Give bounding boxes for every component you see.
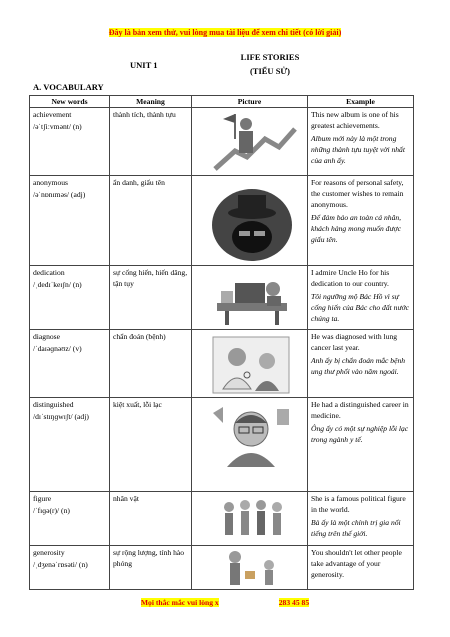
word: diagnose xyxy=(33,332,60,341)
word: achievement xyxy=(33,110,72,119)
example-vi: Album mới này là một trong những thành tựu tuyệt vời nhất của anh ấy. xyxy=(311,134,405,165)
dedication-illustration xyxy=(195,267,305,329)
example-en: I admire Uncle Ho for his dedication to our country. xyxy=(311,268,390,288)
word-cell xyxy=(30,492,110,546)
example-vi: Anh ấy bị chẩn đoán mắc bệnh ung thư phổi vào năm ngoái. xyxy=(311,356,406,376)
example-vi: Để đảm bảo an toàn cá nhân, khách hàng mong muốn được giấu tên. xyxy=(311,213,402,244)
word-cell xyxy=(30,398,110,492)
footer-left: Mọi thắc mắc vui lòng x xyxy=(140,598,219,607)
example-en: This new album is one of his greatest achievements. xyxy=(311,110,399,130)
example-cell xyxy=(308,546,414,590)
word: dedication xyxy=(33,268,65,277)
table-row xyxy=(30,108,414,176)
ipa: /ˌdʒenəˈrɒsəti/ (n) xyxy=(33,560,88,569)
picture-cell xyxy=(192,176,308,266)
header-picture: Picture xyxy=(192,96,308,108)
picture-cell xyxy=(192,492,308,546)
table-row xyxy=(30,492,414,546)
example-cell xyxy=(308,398,414,492)
picture-cell xyxy=(192,108,308,176)
meaning-cell: sự rộng lượng, tính hào phóng xyxy=(110,546,192,590)
ipa: /ˌdedɪˈkeɪʃn/ (n) xyxy=(33,280,82,289)
anonymous-illustration xyxy=(195,177,305,265)
example-en: For reasons of personal safety, the customer wishes to remain anonymous. xyxy=(311,178,404,209)
ipa: /əˈtʃiːvmənt/ (n) xyxy=(33,122,82,131)
table-row xyxy=(30,398,414,492)
diagnose-illustration xyxy=(195,331,305,397)
example-en: She is a famous political figure in the world. xyxy=(311,494,406,514)
word: anonymous xyxy=(33,178,69,187)
example-en: He had a distinguished career in medicine. xyxy=(311,400,409,420)
example-cell xyxy=(308,266,414,330)
word: figure xyxy=(33,494,52,503)
figure-illustration xyxy=(195,493,305,545)
footer-right: 283 45 85 xyxy=(278,598,310,607)
subtitle-text: (TIỂU SỬ) xyxy=(249,66,291,76)
meaning-cell: thành tích, thành tựu xyxy=(110,108,192,176)
example-cell xyxy=(308,108,414,176)
vocabulary-table xyxy=(29,95,414,590)
section-heading: A. VOCABULARY xyxy=(33,82,104,92)
example-cell xyxy=(308,176,414,266)
picture-cell xyxy=(192,266,308,330)
word-cell xyxy=(30,176,110,266)
example-vi: Ông ấy có một sự nghiệp lỗi lạc trong ngành y tế. xyxy=(311,424,409,444)
picture-cell xyxy=(192,398,308,492)
header-example: Example xyxy=(308,96,414,108)
word-cell xyxy=(30,546,110,590)
example-en: He was diagnosed with lung cancer last year. xyxy=(311,332,398,352)
word: generosity xyxy=(33,548,65,557)
table-row xyxy=(30,266,414,330)
table-row xyxy=(30,546,414,590)
example-en: You shouldn't let other people take advantage of your generosity. xyxy=(311,548,402,579)
ipa: /dɪˈstɪŋɡwɪʃt/ (adj) xyxy=(33,412,89,421)
example-vi: Tôi ngưỡng mộ Bác Hồ vì sự cống hiến của Bác cho đất nước chúng ta. xyxy=(311,292,410,323)
preview-banner: Đây là bản xem thử, vui lòng mua tài liệu để xem chi tiết (có lời giải) xyxy=(108,28,342,37)
word-cell xyxy=(30,330,110,398)
example-vi: Bà ấy là một chính trị gia nổi tiếng trên thế giới. xyxy=(311,518,401,538)
word-cell xyxy=(30,266,110,330)
page-title xyxy=(225,50,315,78)
ipa: /ˈdaɪəɡnəʊz/ (v) xyxy=(33,344,82,353)
generosity-illustration xyxy=(195,547,305,589)
word-cell xyxy=(30,108,110,176)
meaning-cell: kiệt xuất, lỗi lạc xyxy=(110,398,192,492)
word: distinguished xyxy=(33,400,74,409)
ipa: /əˈnɒnɪməs/ (adj) xyxy=(33,190,86,199)
table-header-row xyxy=(30,96,414,108)
header-meaning: Meaning xyxy=(110,96,192,108)
meaning-cell: ẩn danh, giấu tên xyxy=(110,176,192,266)
header-new-words: New words xyxy=(30,96,110,108)
achievement-illustration xyxy=(195,109,305,175)
meaning-cell: sự cống hiến, hiến dâng, tận tụy xyxy=(110,266,192,330)
table-row xyxy=(30,176,414,266)
meaning-cell: chẩn đoán (bệnh) xyxy=(110,330,192,398)
picture-cell xyxy=(192,546,308,590)
unit-label: UNIT 1 xyxy=(130,60,158,70)
picture-cell xyxy=(192,330,308,398)
title-text: LIFE STORIES xyxy=(240,52,300,62)
footer-contact xyxy=(0,598,450,607)
table-row xyxy=(30,330,414,398)
distinguished-illustration xyxy=(195,399,305,469)
example-cell xyxy=(308,330,414,398)
ipa: /ˈfɪɡə(r)/ (n) xyxy=(33,506,70,515)
meaning-cell: nhân vật xyxy=(110,492,192,546)
example-cell xyxy=(308,492,414,546)
